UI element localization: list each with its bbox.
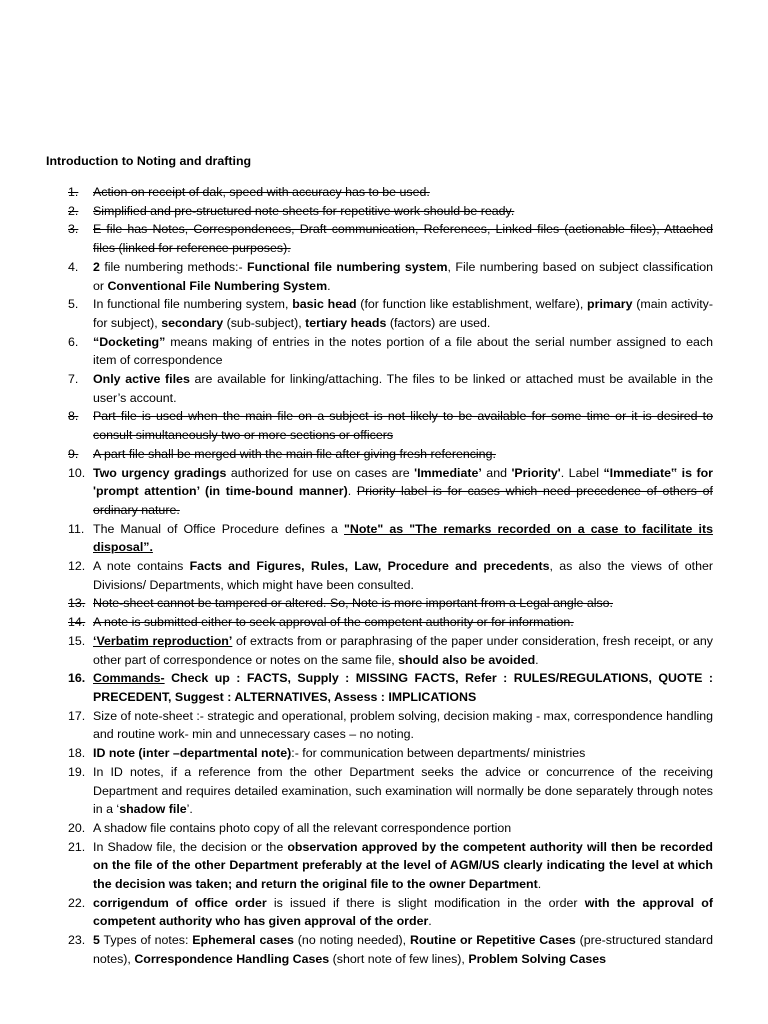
list-item <box>46 763 713 819</box>
item-number: 9. <box>68 446 79 461</box>
item-number: 5. <box>68 297 79 312</box>
text-segment: . <box>535 652 539 667</box>
item-text <box>93 372 713 405</box>
text-segment: with the approval of competent authority who has given approval of the order <box>93 895 713 929</box>
text-segment: is issued if there is slight modification in the order <box>266 895 585 910</box>
item-number: 11. <box>68 521 85 536</box>
text-segment: are available for linking/attaching. The files to be linked or attached must be available in the user’s account. <box>93 372 713 405</box>
item-number: 15. <box>68 633 86 648</box>
text-segment: primary <box>587 297 633 312</box>
list-item <box>46 669 713 706</box>
text-segment: Problem Solving Cases <box>468 951 607 966</box>
text-segment: Action on receipt of dak, speed with accuracy has to be used. <box>93 185 430 199</box>
list-item <box>46 258 713 295</box>
list-item <box>46 333 713 370</box>
text-segment: (short note of few lines), <box>329 951 469 966</box>
text-segment: 2 <box>93 259 100 274</box>
item-text <box>93 447 496 461</box>
item-number: 18. <box>68 746 86 761</box>
text-segment: Routine or Repetitive Cases <box>409 933 576 948</box>
text-segment: means making of entries in the notes portion of a file about the serial number assigned to each item of correspondence <box>93 334 713 368</box>
item-number: 22. <box>68 895 86 910</box>
list-item <box>46 220 713 257</box>
text-segment: , File numbering based on subject classification or <box>93 259 713 293</box>
text-segment: Facts and Figures, Rules, Law, Procedure and precedents <box>189 559 550 574</box>
text-segment: observation approved by the competent authority will then be recorded on the file of the other Department preferably at the level of AGM/US clearly indicating the level at which the decision was taken; and return the original file to the owner Department <box>93 839 713 892</box>
item-number: 23. <box>68 933 86 948</box>
item-number: 7. <box>68 372 79 387</box>
text-segment: should also be avoided <box>398 652 536 667</box>
item-number: 13. <box>68 596 86 611</box>
item-text <box>93 335 713 368</box>
item-text <box>93 409 713 442</box>
item-number: 4. <box>68 259 79 274</box>
text-segment: tertiary heads <box>305 315 387 330</box>
list-item <box>46 613 713 632</box>
text-segment: 5 <box>93 933 100 948</box>
item-number: 19. <box>68 764 86 779</box>
list-item <box>46 295 713 332</box>
text-segment: (pre-structured standard notes), <box>93 933 713 966</box>
item-text <box>93 222 713 255</box>
item-text <box>93 709 713 742</box>
item-text <box>93 933 713 966</box>
item-text <box>93 297 713 330</box>
text-segment: A note is submitted either to seek approval of the competent authority or for information. <box>93 615 574 630</box>
text-segment: (sub-subject), <box>223 315 306 330</box>
text-segment: ’. <box>186 802 193 817</box>
text-segment: Types of notes: <box>99 933 193 948</box>
text-segment: 'Immediate’ <box>414 465 482 480</box>
list-item <box>46 594 713 613</box>
text-segment: of extracts from or paraphrasing of the paper under consideration, fresh receipt, or any other part of correspondence or notes on the same file, <box>93 633 714 667</box>
item-number: 16. <box>68 671 86 686</box>
list-item <box>46 744 713 763</box>
text-segment: (for function like establishment, welfare), <box>356 297 588 312</box>
list-item <box>46 707 713 744</box>
text-segment: Functional file numbering system <box>247 259 448 274</box>
text-segment: The Manual of Office Procedure defines a <box>93 521 344 536</box>
text-segment: Priority label is for cases which need precedence of others of ordinary nature. <box>93 484 713 517</box>
item-text <box>93 466 713 517</box>
text-segment: :- for communication between departments/ ministries <box>291 746 586 761</box>
list-item <box>46 202 713 221</box>
text-segment: Part file is used when the main file on a subject is not likely to be available for some time or it is desired to consult simultaneously two or more sections or officers <box>93 409 713 443</box>
text-segment: and <box>481 465 512 480</box>
text-segment: (factors) are used. <box>386 315 491 330</box>
item-text <box>93 522 713 555</box>
item-text <box>93 671 713 704</box>
text-segment: “Docketing” <box>93 334 166 349</box>
list-item <box>46 632 713 669</box>
text-segment: Only active files <box>93 372 190 387</box>
item-text <box>93 204 514 218</box>
text-segment: In ID notes, if a reference from the other Department seeks the advice or concurrence of the receiving Department and requires detailed examination, such examination will normally be done separately through notes in a ‘ <box>93 764 713 817</box>
text-segment: . <box>327 278 331 293</box>
item-text <box>93 765 713 816</box>
item-number: 2. <box>68 203 79 218</box>
list-item <box>46 819 713 838</box>
text-segment: ‘Verbatim reproduction’ <box>93 633 233 648</box>
text-segment: file numbering methods:- <box>99 259 248 274</box>
item-text <box>93 260 713 293</box>
item-text <box>93 615 574 629</box>
item-text <box>93 559 713 592</box>
item-number: 14. <box>68 615 86 630</box>
text-segment: Two urgency gradings <box>93 465 227 480</box>
list-item <box>46 183 713 202</box>
item-number: 17. <box>68 708 86 723</box>
item-number: 6. <box>68 334 79 349</box>
item-number: 12. <box>68 559 86 574</box>
text-segment: Conventional File Numbering System <box>107 278 328 293</box>
notes-list <box>46 183 713 969</box>
text-segment: Commands- <box>93 671 165 686</box>
item-number: 21. <box>68 839 86 854</box>
text-segment: In Shadow file, the decision or the <box>93 839 288 854</box>
item-number: 3. <box>68 222 79 237</box>
document-title: Introduction to Noting and drafting <box>46 154 252 168</box>
text-segment: Size of note-sheet :- strategic and operational, problem solving, decision making - max, correspondence handling and routine work- min and unnecessary cases – no noting. <box>93 708 713 742</box>
text-segment: Simplified and pre-structured note sheets for repetitive work should be ready. <box>93 203 515 218</box>
item-text <box>93 840 713 891</box>
list-item <box>46 894 713 931</box>
text-segment: corrigendum of office order <box>93 895 267 910</box>
text-segment: In functional file numbering system, <box>93 297 293 312</box>
text-segment: . Label <box>560 465 604 480</box>
text-segment: basic head <box>292 297 357 312</box>
item-text <box>93 596 613 610</box>
text-segment: "Note" as "The remarks recorded on a case to facilitate its disposal”. <box>93 521 713 555</box>
text-segment: A shadow file contains photo copy of all the relevant correspondence portion <box>93 820 512 835</box>
text-segment: E file has Notes, Correspondences, Draft communication, References, Linked files (actionable files), Attached files (linked for reference purposes). <box>93 222 713 256</box>
list-item <box>46 407 713 444</box>
item-text <box>93 896 713 929</box>
item-text <box>93 821 511 835</box>
text-segment: (no noting needed), <box>293 933 410 948</box>
text-segment: Correspondence Handling Cases <box>134 951 330 966</box>
text-segment: ID note (inter –departmental note) <box>93 746 292 761</box>
text-segment: “Immediate‟ is for 'prompt attention’ (in time-bound manner) <box>93 465 713 499</box>
list-item <box>46 557 713 594</box>
item-text <box>93 746 585 760</box>
list-item <box>46 445 713 464</box>
text-segment: . <box>428 914 432 929</box>
text-segment: (main activity- for subject), <box>93 297 713 330</box>
text-segment: Check up : FACTS, Supply : MISSING FACTS, Refer : RULES/REGULATIONS, QUOTE : PRECEDENT, Suggest : ALTERNATIVES, Assess : IMPLICATIONS <box>93 671 713 704</box>
text-segment: Ephemeral cases <box>192 933 294 948</box>
list-item <box>46 838 713 894</box>
list-item <box>46 370 713 407</box>
text-segment: shadow file <box>119 802 187 817</box>
text-segment: . <box>347 484 357 499</box>
text-segment: A note contains <box>93 559 190 574</box>
text-segment: Note-sheet cannot be tampered or altered. So, Note is more important from a Legal angle also. <box>93 596 614 611</box>
list-item <box>46 931 713 968</box>
item-number: 1. <box>68 185 79 199</box>
list-item <box>46 464 713 520</box>
text-segment: authorized for use on cases are <box>226 465 415 480</box>
text-segment: 'Priority' <box>511 465 561 480</box>
item-text <box>93 634 713 667</box>
text-segment: , as also the views of other Divisions/ Departments, which might have been consulted. <box>93 559 713 592</box>
item-text <box>93 185 430 199</box>
item-number: 8. <box>68 409 79 424</box>
text-segment: secondary <box>161 315 224 330</box>
list-item <box>46 520 713 557</box>
item-number: 20. <box>68 820 86 835</box>
text-segment: . <box>537 877 542 892</box>
item-number: 10. <box>68 465 86 480</box>
text-segment: A part file shall be merged with the main file after giving fresh referencing. <box>93 446 496 461</box>
